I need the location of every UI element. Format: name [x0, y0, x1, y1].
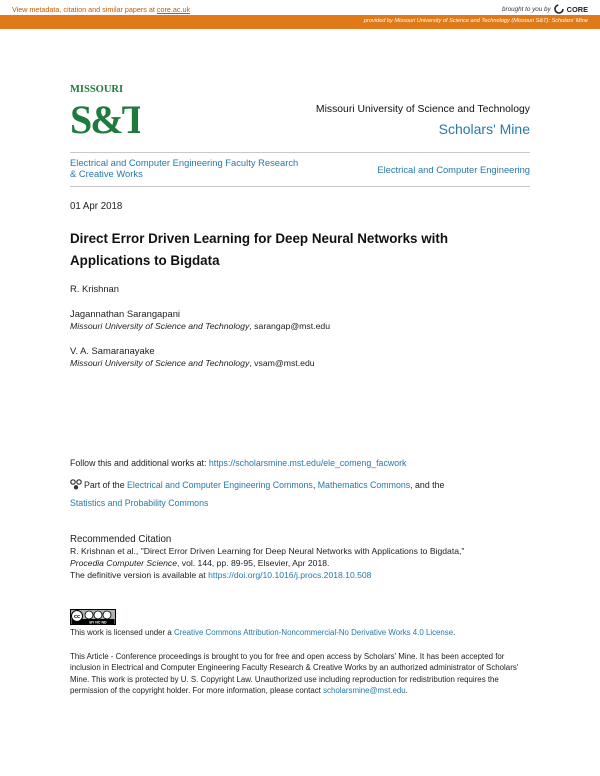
commons-link-ece[interactable]: Electrical and Computer Engineering Commons	[127, 480, 313, 490]
core-brought-by[interactable]	[502, 4, 588, 14]
publication-date: 01 Apr 2018	[70, 201, 123, 212]
citation-details: , vol. 144, pp. 89-95, Elsevier, Apr 2018.	[177, 557, 330, 568]
core-metadata-link[interactable]	[12, 5, 190, 14]
contact-email-link[interactable]: scholarsmine@mst.edu	[323, 686, 406, 696]
repository-name[interactable]: Scholars' Mine	[438, 121, 530, 137]
core-site-link[interactable]: core.ac.uk	[156, 5, 191, 14]
divider-top	[70, 152, 530, 153]
author-name: V. A. Samaranayake	[70, 345, 155, 356]
author-email: , sarangap@mst.edu	[249, 321, 331, 331]
network-commons-icon	[70, 479, 82, 495]
core-label: CORE	[566, 4, 588, 14]
follow-works	[70, 458, 406, 468]
affiliation-text: Missouri University of Science and Technology	[70, 321, 250, 331]
cc-license-badge-icon[interactable]	[70, 609, 116, 625]
license-suffix: .	[453, 628, 456, 637]
author-name: Jagannathan Sarangapani	[70, 308, 180, 319]
university-name: Missouri University of Science and Technology	[315, 104, 530, 115]
author-name: R. Krishnan	[70, 283, 119, 294]
commons-link-stats[interactable]: Statistics and Probability Commons	[70, 498, 209, 508]
core-brought-text: brought to you by	[501, 5, 551, 13]
core-provided-text[interactable]: provided by Missouri University of Science and Technology (Missouri S&T): Scholars' Mine	[363, 18, 588, 24]
commons-link-math[interactable]: Mathematics Commons	[317, 480, 411, 490]
access-suffix: .	[405, 686, 408, 696]
logo-main-text: S&T	[70, 97, 140, 139]
part-of-and: , and the	[410, 480, 445, 490]
logo-top-text: MISSOURI	[70, 84, 124, 95]
doi-link[interactable]: https://doi.org/10.1016/j.procs.2018.10.508	[208, 569, 372, 580]
license-link[interactable]: Creative Commons Attribution-Noncommercial-No Derivative Works 4.0 License	[173, 628, 454, 637]
collection-link-left[interactable]: Electrical and Computer Engineering Faculty Research & Creative Works	[70, 157, 299, 179]
svg-text:cc: cc	[73, 614, 81, 620]
access-statement	[70, 651, 535, 697]
author-affiliation	[70, 358, 315, 368]
affiliation-text: Missouri University of Science and Technology	[70, 358, 250, 368]
license-prefix: This work is licensed under a	[70, 628, 174, 637]
citation-body	[70, 546, 540, 581]
doi-prefix: The definitive version is available at	[70, 569, 209, 580]
citation-heading: Recommended Citation	[70, 534, 172, 545]
author-affiliation	[70, 321, 330, 331]
follow-url-link[interactable]: https://scholarsmine.mst.edu/ele_comeng_facwork	[208, 458, 407, 468]
university-logo	[70, 83, 140, 139]
citation-text: R. Krishnan et al., "Direct Error Driven Learning for Deep Neural Networks with Applications to Bigdata,"	[70, 546, 465, 556]
divider-bottom	[70, 186, 530, 187]
collection-link-right[interactable]: Electrical and Computer Engineering	[377, 164, 530, 175]
author-email: , vsam@mst.edu	[249, 358, 315, 368]
access-text: This Article - Conference proceedings is brought to you for free and open access by Scholars' Mine. It has been accepted for inclusion in Electrical and Computer Engineering Faculty Research & Creative Works by an authorized administrator of Scholars' Mine. This work is protected by U. S. Copyright Law. Unauthorized use including reproduction for redistribution requires the permission of the copyright holder. For more information, please contact	[70, 652, 519, 696]
part-of-prefix: Part of the	[84, 480, 128, 490]
paper-title: Direct Error Driven Learning for Deep Neural Networks with Applications to Bigdata	[70, 231, 449, 268]
citation-journal: Procedia Computer Science	[70, 557, 177, 568]
part-of-sep: ,	[312, 480, 318, 490]
follow-text: Follow this and additional works at:	[70, 458, 209, 468]
part-of-commons	[70, 477, 530, 511]
cc-badge-text: BY NC ND	[89, 620, 107, 625]
license-statement	[70, 628, 540, 637]
core-metadata-text: View metadata, citation and similar papers at	[12, 5, 155, 14]
core-logo-icon	[554, 4, 564, 14]
